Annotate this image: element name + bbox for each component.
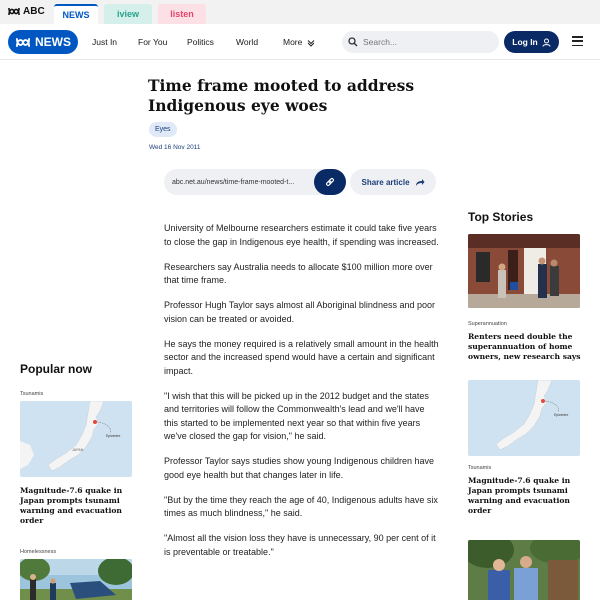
share-arrow-icon bbox=[415, 178, 425, 187]
card-category: Tsunamis bbox=[468, 465, 492, 471]
nav-politics[interactable]: Politics bbox=[187, 37, 214, 47]
article-paragraph: "I wish that this will be picked up in the 2012 budget and the states and territories will follow the Commonwealth's lead and we'll have this started to be implemented next year so that within five years we've closed the gap for vision," he said. bbox=[164, 390, 429, 441]
homelessness-photo[interactable] bbox=[20, 559, 132, 600]
top-story-headline-2[interactable]: Magnitude-7.6 quake in Japan prompts tsunami warning and evacuation order bbox=[468, 476, 571, 515]
card-category: Superannuation bbox=[468, 321, 507, 327]
tab-listen[interactable]: listen bbox=[158, 4, 206, 24]
japan-map bbox=[20, 401, 132, 477]
copy-link-button[interactable] bbox=[314, 169, 346, 195]
chevron-down-icon bbox=[307, 39, 315, 47]
abc-logo-icon bbox=[8, 7, 20, 16]
article-title: Time frame mooted to address Indigenous eye woes bbox=[148, 76, 415, 115]
link-icon bbox=[325, 177, 335, 187]
popular-headline-1[interactable]: Magnitude-7.6 quake in Japan prompts tsunami warning and evacuation order bbox=[20, 486, 123, 525]
logo-text: NEWS bbox=[35, 35, 71, 49]
topic-tag[interactable]: Eyes bbox=[149, 122, 177, 137]
park-photo bbox=[20, 559, 132, 600]
article-paragraph: Researchers say Australia needs to allocate $100 million more over that time frame. bbox=[164, 261, 433, 285]
login-button[interactable] bbox=[504, 31, 559, 53]
card-category: Homelessness bbox=[20, 549, 57, 555]
popular-now-section bbox=[20, 362, 134, 600]
couple-photo[interactable] bbox=[468, 540, 580, 600]
share-article-button[interactable] bbox=[350, 169, 436, 195]
search-input[interactable] bbox=[363, 37, 483, 47]
street-photo bbox=[468, 234, 580, 308]
share-label: Share article bbox=[361, 177, 410, 187]
card-category: Tsunamis bbox=[20, 391, 44, 397]
nav-more[interactable] bbox=[283, 37, 315, 47]
tab-iview[interactable]: iview bbox=[104, 4, 152, 24]
hamburger-menu-icon[interactable] bbox=[572, 36, 583, 46]
renters-photo[interactable] bbox=[468, 234, 580, 308]
network-bar bbox=[0, 0, 600, 24]
abc-news-logo[interactable] bbox=[8, 30, 78, 54]
japan-map-image[interactable] bbox=[468, 380, 580, 456]
nav-more-label: More bbox=[283, 37, 303, 47]
abc-network-link[interactable] bbox=[8, 6, 45, 17]
user-icon bbox=[542, 38, 551, 47]
article-paragraph: "But by the time they reach the age of 40, Indigenous adults have six times as much blindness," he said. bbox=[164, 494, 438, 518]
article-paragraph: He says the money required is a relatively small amount in the health sector and the increased spend would have a certain and significant impact. bbox=[164, 338, 439, 376]
publish-date: Wed 16 Nov 2011 bbox=[149, 144, 201, 151]
japan-map-image[interactable] bbox=[20, 401, 132, 477]
abc-label: ABC bbox=[23, 6, 45, 17]
epicentre-label: Epicentre bbox=[106, 434, 121, 438]
site-header bbox=[0, 24, 600, 60]
outdoor-photo bbox=[468, 540, 580, 600]
tab-news[interactable]: NEWS bbox=[54, 4, 98, 24]
share-bar bbox=[164, 169, 436, 195]
search-box[interactable] bbox=[342, 31, 499, 53]
top-stories-title: Top Stories bbox=[468, 210, 534, 224]
popular-now-title: Popular now bbox=[20, 362, 92, 376]
top-stories-section bbox=[468, 210, 582, 600]
japan-map bbox=[468, 380, 580, 456]
top-story-headline-1[interactable]: Renters need double the superannuation of home owners, new research says bbox=[468, 332, 581, 361]
search-icon bbox=[348, 37, 358, 47]
article-paragraph: "Almost all the vision loss they have is unnecessary, 90 per cent of it is preventable or treatable." bbox=[164, 533, 436, 557]
country-label: JAPAN bbox=[72, 448, 84, 452]
article-paragraph: University of Melbourne researchers estimate it could take five years to close the gap in Indigenous eye health, if spending was increased. bbox=[164, 223, 439, 247]
login-label: Log In bbox=[512, 37, 538, 47]
nav-world[interactable]: World bbox=[236, 37, 259, 47]
nav-just-in[interactable]: Just In bbox=[92, 37, 118, 47]
abc-logo-icon bbox=[15, 37, 31, 48]
article-url[interactable]: abc.net.au/news/time-frame-mooted-t... bbox=[164, 169, 346, 195]
article-body bbox=[164, 222, 440, 571]
epicentre-label: Epicentre bbox=[554, 413, 569, 417]
nav-for-you[interactable]: For You bbox=[138, 37, 168, 47]
article-paragraph: Professor Hugh Taylor says almost all Aboriginal blindness and poor vision can be treated or avoided. bbox=[164, 300, 435, 324]
article-paragraph: Professor Taylor says studies show young Indigenous children have good eye health but that changes later in life. bbox=[164, 456, 434, 480]
